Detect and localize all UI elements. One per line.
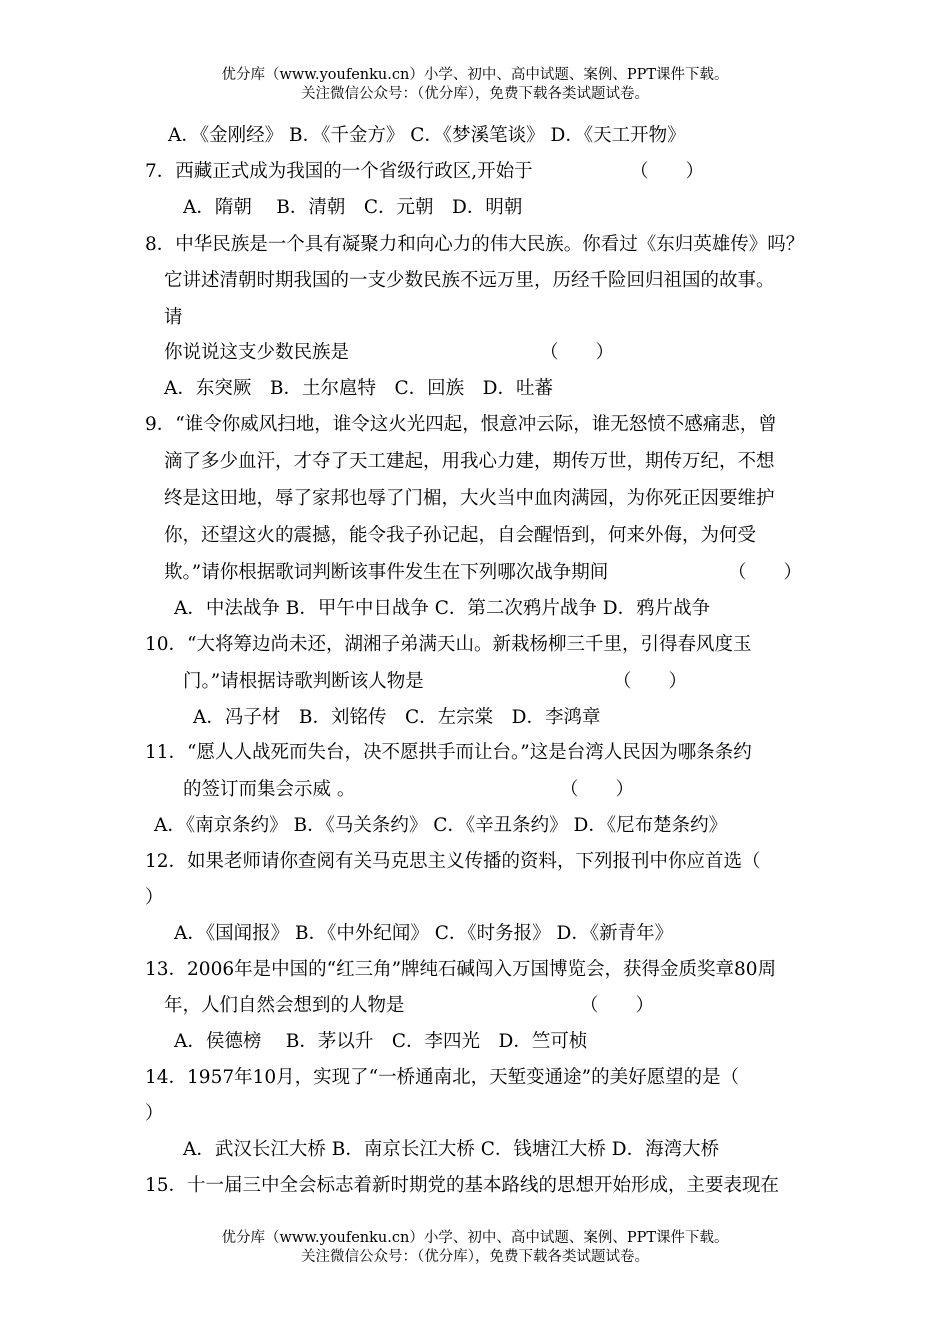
q9-answer-bracket: （ ）	[728, 562, 803, 583]
q9-stem-line-4: 你，还望这火的震撼，能令我子孙记起，自会醒悟到，何来外侮，为何受	[164, 525, 757, 546]
footer-line-2: 关注微信公众号：（优分库），免费下载各类试题试卷。	[301, 1249, 649, 1265]
q7-answer-bracket: （ ）	[630, 161, 705, 182]
q8-stem-line-1: 8．中华民族是一个具有凝聚力和向心力的伟大民族。你看过《东归英雄传》吗？	[145, 234, 805, 255]
q8-options: A．东突厥 B．土尔扈特 C．回族 D．吐蕃	[164, 378, 553, 399]
q9-stem-line-1: 9．“谁令你威风扫地，谁令这火光四起，恨意冲云际，谁无怒愤不感痛悲，曾	[145, 414, 777, 435]
footer-line-1: 优分库（www.youfenku.cn）小学、初中、高中试题、案例、PPT课件下载。	[221, 1230, 729, 1246]
q12-stem-line-1: 12．如果老师请你查阅有关马克思主义传播的资料，下列报刊中你应首选（	[145, 851, 761, 872]
q10-stem-line-2: 门。”请根据诗歌判断该人物是	[183, 671, 424, 692]
page-footer	[0, 1229, 950, 1267]
q11-answer-bracket: （ ）	[560, 779, 635, 800]
header-line-1: 优分库（www.youfenku.cn）小学、初中、高中试题、案例、PPT课件下载。	[221, 67, 729, 83]
q10-options: A．冯子材 B．刘铭传 C．左宗棠 D．李鸿章	[193, 707, 601, 728]
q15-stem-line-1: 15．十一届三中全会标志着新时期党的基本路线的思想开始形成，主要表现在	[145, 1175, 780, 1196]
q14-options: A．武汉长江大桥 B．南京长江大桥 C．钱塘江大桥 D．海湾大桥	[183, 1139, 720, 1160]
q13-answer-bracket: （ ）	[580, 995, 655, 1016]
q13-stem-line-1: 13．2006年是中国的“红三角”牌纯石碱闯入万国博览会，获得金质奖章80周	[145, 959, 777, 980]
header-line-2: 关注微信公众号：（优分库），免费下载各类试题试卷。	[301, 86, 649, 102]
q8-stem-line-4: 你说说这支少数民族是	[164, 342, 350, 363]
q9-stem-line-3: 终是这田地，辱了家邦也辱了门楣，大火当中血肉满园，为你死正因要维护	[164, 488, 775, 509]
q11-options: A．《南京条约》 B．《马关条约》 C．《辛丑条约》 D．《尼布楚条约》	[154, 815, 728, 836]
q14-stem-line-1: 14．1957年10月，实现了“一桥通南北，天堑变通途”的美好愿望的是（	[145, 1067, 740, 1088]
q9-stem-line-2: 滴了多少血汗，才夺了天工建起，用我心力建，期传万世，期传万纪，不想	[164, 451, 775, 472]
q11-stem-line-1: 11．“愿人人战死而失台，决不愿拱手而让台。”这是台湾人民因为哪条条约	[145, 742, 752, 763]
page-header	[0, 66, 950, 104]
q9-stem-line-5: 欺。”请你根据歌词判断该事件发生在下列哪次战争期间	[164, 562, 609, 583]
q12-stem-line-2: ）	[145, 887, 164, 908]
q13-stem-line-2: 年，人们自然会想到的人物是	[164, 995, 405, 1016]
q6-options: A．《金刚经》 B．《千金方》 C．《梦溪笔谈》 D．《天工开物》	[168, 125, 686, 146]
q13-options: A．侯德榜 B．茅以升 C．李四光 D．竺可桢	[174, 1031, 588, 1052]
q8-answer-bracket: （ ）	[540, 342, 615, 363]
q9-options: A．中法战争 B．甲午中日战争 C．第二次鸦片战争 D．鸦片战争	[174, 598, 711, 619]
q8-stem-line-2: 它讲述清朝时期我国的一支少数民族不远万里，历经千险回归祖国的故事。	[164, 270, 775, 291]
q10-answer-bracket: （ ）	[613, 671, 688, 692]
q7-options: A．隋朝 B．清朝 C．元朝 D．明朝	[183, 197, 523, 218]
q7-stem: 7．西藏正式成为我国的一个省级行政区,开始于	[145, 161, 533, 182]
q11-stem-line-2: 的签订而集会示威 。	[183, 779, 356, 800]
q8-stem-line-3: 请	[164, 307, 183, 328]
q12-options: A．《国闻报》 B．《中外纪闻》 C．《时务报》 D．《新青年》	[174, 923, 674, 944]
q14-stem-line-2: ）	[145, 1103, 164, 1124]
q10-stem-line-1: 10．“大将筹边尚未还，湖湘子弟满天山。新栽杨柳三千里，引得春风度玉	[145, 634, 752, 655]
